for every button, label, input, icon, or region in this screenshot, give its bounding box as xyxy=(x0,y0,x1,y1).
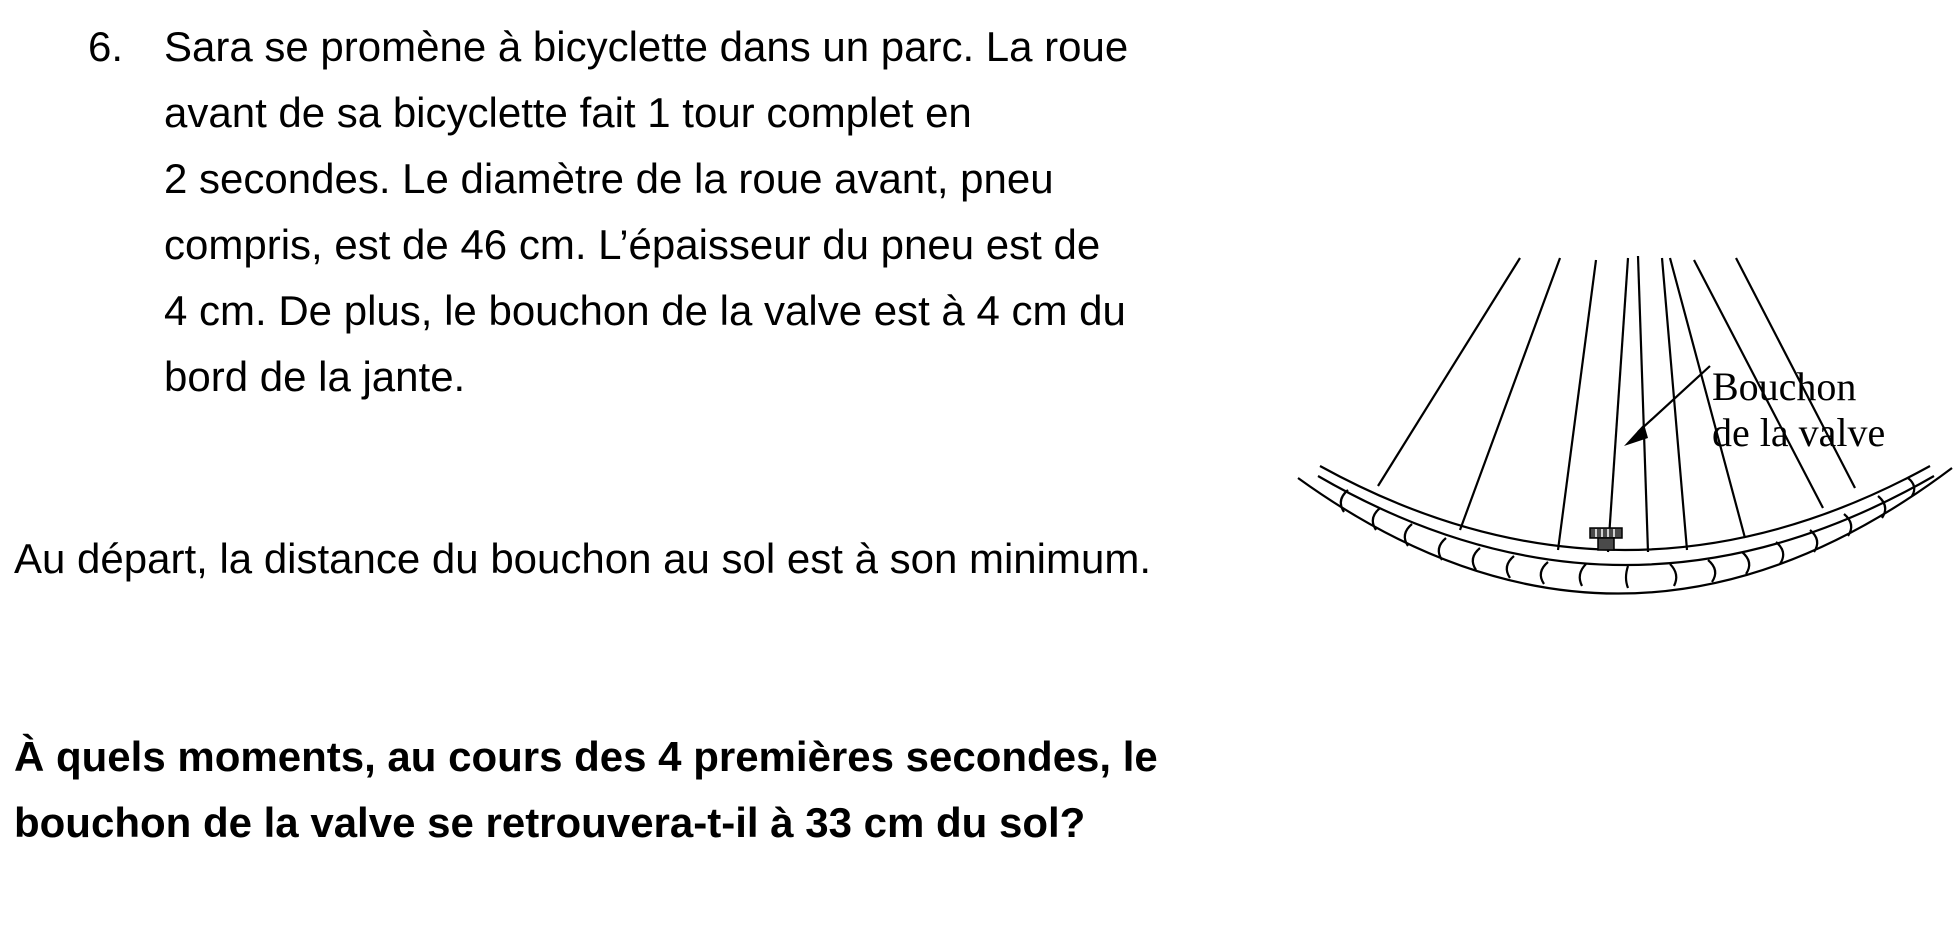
tire-tread xyxy=(1742,552,1749,574)
problem-statement xyxy=(164,14,1234,410)
question-line: À quels moments, au cours des 4 premières secondes, le xyxy=(14,733,1158,780)
tire-tread xyxy=(1580,564,1586,586)
wheel-spoke xyxy=(1662,258,1687,550)
tire-tread xyxy=(1405,524,1412,546)
question xyxy=(14,724,1254,856)
wheel-rim xyxy=(1320,466,1930,550)
statement-line: avant de sa bicyclette fait 1 tour complet en xyxy=(164,89,972,136)
statement-line: 2 secondes. Le diamètre de la roue avant, pneu xyxy=(164,155,1054,202)
tire-tread xyxy=(1776,542,1783,564)
statement-line: bord de la jante. xyxy=(164,353,466,400)
wheel-spoke xyxy=(1558,260,1596,550)
statement-line: Sara se promène à bicyclette dans un parc. La roue xyxy=(164,23,1129,70)
wheel-diagram xyxy=(1290,250,1955,630)
question-line: bouchon de la valve se retrouvera-t-il à 33 cm du sol? xyxy=(14,799,1086,846)
statement-line: compris, est de 46 cm. L’épaisseur du pneu est de xyxy=(164,221,1101,268)
valve-cap xyxy=(1590,528,1622,550)
tire-tread xyxy=(1670,564,1676,586)
wheel-spoke xyxy=(1460,258,1560,530)
tire-tread xyxy=(1626,566,1628,588)
tire-tread xyxy=(1908,478,1914,496)
tire-tread xyxy=(1507,556,1514,578)
tire-tread xyxy=(1708,560,1715,582)
valve-cap-label-line1: Bouchon xyxy=(1712,364,1857,409)
initial-condition: Au départ, la distance du bouchon au sol est à son minimum. xyxy=(14,535,1151,582)
statement-line: 4 cm. De plus, le bouchon de la valve est à 4 cm du xyxy=(164,287,1126,334)
wheel-spoke xyxy=(1378,258,1520,486)
tire-inner-edge xyxy=(1318,476,1934,565)
wheel-spoke xyxy=(1638,256,1648,552)
tire-tread xyxy=(1541,562,1548,584)
label-pointer-line xyxy=(1638,366,1710,432)
tire-tread xyxy=(1439,538,1446,560)
wheel-spoke xyxy=(1608,258,1628,552)
tire-tread xyxy=(1473,548,1480,570)
problem-number: 6. xyxy=(88,23,124,70)
valve-cap-label-line2: de la valve xyxy=(1712,410,1886,455)
bicycle-wheel-figure xyxy=(1290,250,1955,630)
